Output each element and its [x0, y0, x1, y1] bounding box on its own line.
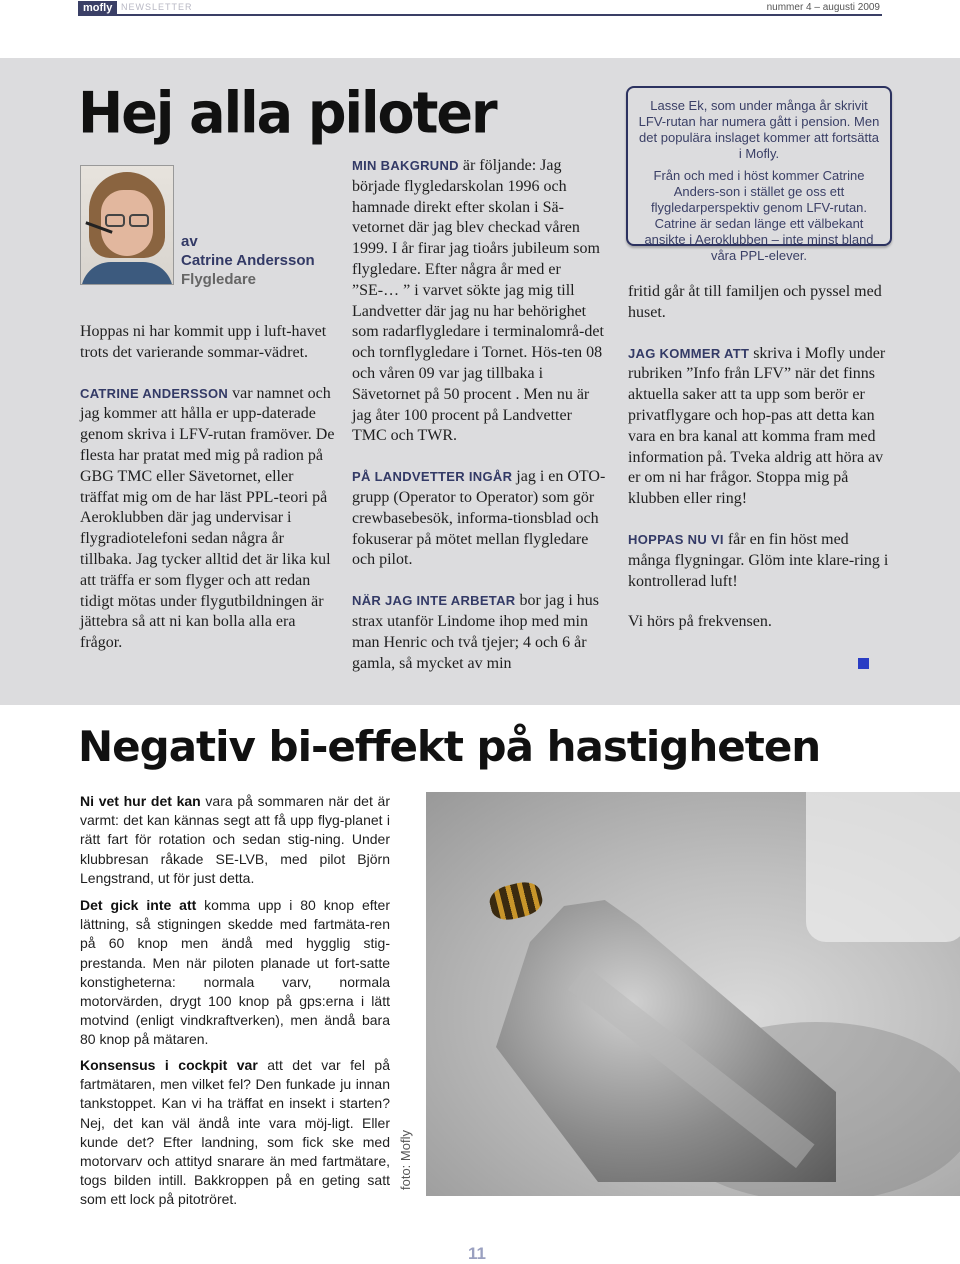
paragraph: [352, 591, 610, 674]
article2-paragraph-3: [80, 1056, 390, 1210]
article2-title: Negativ bi-effekt på hastigheten: [78, 722, 821, 771]
byline: [181, 232, 331, 289]
paragraph-lead: JAG KOMMER ATT: [628, 345, 750, 361]
paragraph-text: är följande: Jag började flygledarskolan 1996 och hamnade direkt efter skolan i Sä-vetornet där jag blev checkad våren 1999. I år firar jag tioårs jubileum som flygledare. Efter några år med er ”SE-… ” i varvet sökte jag mig till Landvetter där jag nu har behörighet som radarflygledare i terminalområ-det och tornflygledare i Tornet. Hös-ten 08 och våren 09 var jag tillbaka i Sävetornet på 50 procent . Men nu är jag åter 100 procent på Landvetter TMC och TWR.: [352, 157, 604, 445]
paragraph: [80, 896, 390, 1050]
header-strip: [0, 0, 960, 16]
byline-prefix: av: [181, 233, 198, 250]
callout-paragraph: Lasse Ek, som under många år skrivit LFV-rutan har numera gått i pension. Men det populära inslaget kommer att fortsätta i Mofly.: [638, 98, 880, 161]
paragraph-lead: MIN BAKGRUND: [352, 158, 459, 173]
article1-title: Hej alla piloter: [78, 80, 496, 147]
paragraph: [80, 1056, 390, 1210]
intro-paragraph: Hoppas ni har kommit upp i luft-havet trots det varierande sommar-vädret.: [80, 323, 327, 361]
pitot-tube-wasp-photo: [426, 792, 960, 1196]
author-role: Flygledare: [181, 271, 257, 288]
paragraph-lead: CATRINE ANDERSSON: [80, 385, 229, 401]
paragraph: [80, 384, 336, 654]
paragraph: [352, 467, 610, 571]
paragraph-text: var namnet och jag kommer att hålla er upp-daterade genom skriva i LFV-rutan framöver. De flesta har pratat med mig på radion på GBG TMC eller Sävetornet, eller träffat mig om de har läst PPL-teori på Aeroklubben där jag undervisar i flygradiotelefoni sedan några år tillbaka. Jag tycker alltid det är lika kul att träffa er som flyger och att redan tidigt mötas under flygutbildningen är jättebra så att ni kan bolla alla era frågor.: [80, 384, 335, 652]
paragraph: [628, 530, 890, 592]
photo-credit: foto: Mofly: [398, 1130, 413, 1190]
author-photo: [80, 165, 174, 285]
issue-label: nummer 4 – augusti 2009: [766, 2, 880, 13]
paragraph-text: att det var fel på fartmätaren, men vilket fel? Den funkade ju innan tankstoppet. Kan vi ha träffat en insekt i starten? Nej, det kan väl ändå inte vara möj-ligt. Eller kunde det? Efter landning, som fick ske med motorvarv och attityd snarare än med fartmätare, togs bilden intill. Bakkroppen på en geting satt som ett lock på pitotröret.: [80, 1057, 390, 1208]
callout-paragraph: Från och med i höst kommer Catrine Anders-son i stället ge oss ett flygledarperspektiv genom LFV-rutan. Catrine är sedan länge ett välbekant ansikte i Aeroklubben – inte minst bland våra PPL-elever.: [644, 168, 874, 263]
brand-logo: mofly: [78, 1, 117, 15]
author-name: Catrine Andersson: [181, 252, 315, 269]
paragraph-text: jag i en OTO-grupp (Operator to Operator) som gör crewbasebesök, informa-tionsblad och fokuserar på mötet mellan flygledare och pilot.: [352, 468, 606, 569]
paragraph-text: komma upp i 80 knop efter lättning, så stigningen skedde med fartmäta-ren på 60 knop men ändå med hygglig stig-prestanda. Men när piloten planade ut fort-satte konstigheterna: normala varv, normala motorvärden, drygt 100 knop på gps:erna i lätt motvind (enligt vindkraftverken), men ändå bara 80 knop på mätaren.: [80, 897, 390, 1048]
end-of-article-square-icon: [858, 658, 869, 669]
article1-column-2: [352, 156, 610, 674]
paragraph-lead: Konsensus i cockpit var: [80, 1057, 258, 1073]
closing-line: Vi hörs på frekvensen.: [628, 613, 772, 631]
paragraph: [80, 792, 390, 888]
paragraph-text: bor jag i hus strax utanför Lindome ihop med min man Henric och två tjejer; 4 och 6 år gamla, så mycket av min: [352, 592, 599, 672]
paragraph-text: får en fin höst med många flygningar. Glöm inte klare-ring i kontrollerad luft!: [628, 530, 889, 590]
article2-paragraph-2: [80, 896, 390, 1050]
editor-callout-box: [626, 86, 892, 263]
page-number: 11: [468, 1244, 486, 1263]
article1-column-3: [628, 282, 890, 633]
article2-paragraph-1: [80, 792, 390, 888]
paragraph-lead: HOPPAS NU VI: [628, 531, 724, 547]
paragraph-lead: Ni vet hur det kan: [80, 793, 201, 809]
paragraph-text: skriva i Mofly under rubriken ”Info från LFV” när det finns aktuella saker att ta upp som berör er privatflygare och hop-pas att detta kan vara en bra kanal att komma fram med information på. Tveka aldrig att höra av er om ni har frågor. Stoppa mig på klubben eller ring!: [628, 344, 886, 508]
paragraph-text: vara på sommaren när det är varmt: det kan kännas segt att få upp flyg-planet i rätt fart för rotation och sedan stig-ning. Under klubbresan råkade SE-LVB, med pilot Björn Lengstrand, ut för just detta.: [80, 793, 391, 886]
paragraph: fritid går åt till familjen och pyssel med huset.: [628, 283, 882, 321]
paragraph: [352, 156, 610, 447]
paragraph: [628, 344, 890, 510]
paragraph-lead: Det gick inte att: [80, 897, 197, 913]
section-label: NEWSLETTER: [121, 2, 193, 12]
header-rule: [78, 14, 882, 16]
paragraph-lead: PÅ LANDVETTER INGÅR: [352, 469, 513, 485]
wasp-icon: [487, 878, 546, 924]
paragraph-lead: NÄR JAG INTE ARBETAR: [352, 593, 516, 609]
article1-column-1: [80, 322, 336, 654]
